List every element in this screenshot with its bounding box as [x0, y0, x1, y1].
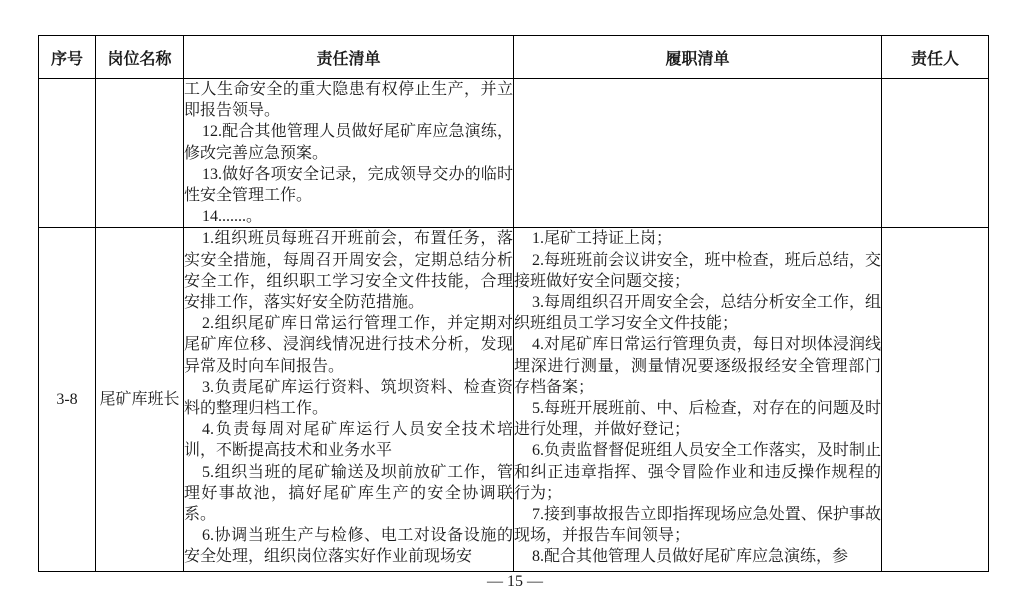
responsibility-paragraph: 13.做好各项安全记录，完成领导交办的临时性安全管理工作。: [184, 165, 513, 205]
responsible-person-cell: [882, 79, 989, 228]
header-responsible-person: 责任人: [882, 36, 989, 79]
duty-paragraph: 7.接到事故报告立即指挥现场应急处置、保护事故现场，并报告车间领导；: [514, 506, 881, 545]
position-cell: [96, 79, 184, 228]
header-position: 岗位名称: [96, 36, 184, 79]
header-duty: 履职清单: [514, 36, 882, 79]
duty-paragraph: 3.每周组织召开周安全会，总结分析安全工作，组织班组员工学习安全文件技能；: [514, 294, 881, 333]
duty-cell: [514, 79, 882, 228]
header-serial: 序号: [39, 36, 96, 79]
responsibility-paragraph: 2.组织尾矿库日常运行管理工作，并定期对尾矿库位移、浸润线情况进行技术分析，发现异常及时向车间报告。: [184, 315, 513, 375]
responsibility-cell: [184, 228, 514, 572]
responsibility-paragraph: 3.负责尾矿库运行资料、筑坝资料、检查资料的整理归档工作。: [184, 378, 513, 418]
page-number: — 15 —: [487, 573, 543, 590]
duty-cell: [514, 228, 882, 572]
duty-paragraph: 6.负责监督督促班组人员安全工作落实，及时制止和纠正违章指挥、强令冒险作业和违反操作规程的行为；: [514, 442, 881, 502]
responsibility-paragraph: 5.组织当班的尾矿输送及坝前放矿工作，管理好事故池，搞好尾矿库生产的安全协调联系。: [184, 463, 513, 524]
serial-cell: [39, 79, 96, 228]
responsible-person-cell: [882, 228, 989, 572]
duty-paragraph: 8.配合其他管理人员做好尾矿库应急演练，参: [532, 548, 849, 566]
responsibility-cell: [184, 79, 514, 228]
table-row-3-8: [39, 228, 989, 572]
responsibility-paragraph: 4.负责每周对尾矿库运行人员安全技术培训，不断提高技术和业务水平: [184, 421, 513, 460]
responsibility-paragraph: 14.......。: [202, 208, 263, 226]
header-responsibility: 责任清单: [184, 36, 514, 79]
table-row-continuation: [39, 79, 989, 228]
responsibility-table: [38, 35, 989, 572]
responsibility-paragraph: 1.组织班员每班召开班前会，布置任务，落实安全措施，每周召开周安会，定期总结分析安全工作，组织职工学习安全文件技能，合理安排工作，落实好安全防范措施。: [184, 230, 513, 312]
duty-paragraph: 4.对尾矿库日常运行管理负责，每日对坝体浸润线埋深进行测量，测量情况要逐级报经安全管理部门存档备案；: [514, 336, 881, 396]
responsibility-paragraph: 12.配合其他管理人员做好尾矿库应急演练，修改完善应急预案。: [184, 123, 513, 162]
position-cell: 尾矿库班长: [96, 228, 184, 572]
duty-paragraph: 1.尾矿工持证上岗；: [532, 230, 673, 248]
table-header-row: [39, 36, 989, 79]
responsibility-paragraph: 工人生命安全的重大隐患有权停止生产，并立即报告领导。: [184, 81, 513, 120]
responsibility-paragraph: 6.协调当班生产与检修、电工对设备设施的安全处理，组织岗位落实好作业前现场安: [184, 527, 513, 566]
serial-cell: 3-8: [39, 228, 96, 572]
duty-paragraph: 5.每班开展班前、中、后检查，对存在的问题及时进行处理，并做好登记；: [514, 400, 881, 439]
duty-paragraph: 2.每班班前会议讲安全，班中检查，班后总结，交接班做好安全问题交接；: [514, 251, 881, 290]
